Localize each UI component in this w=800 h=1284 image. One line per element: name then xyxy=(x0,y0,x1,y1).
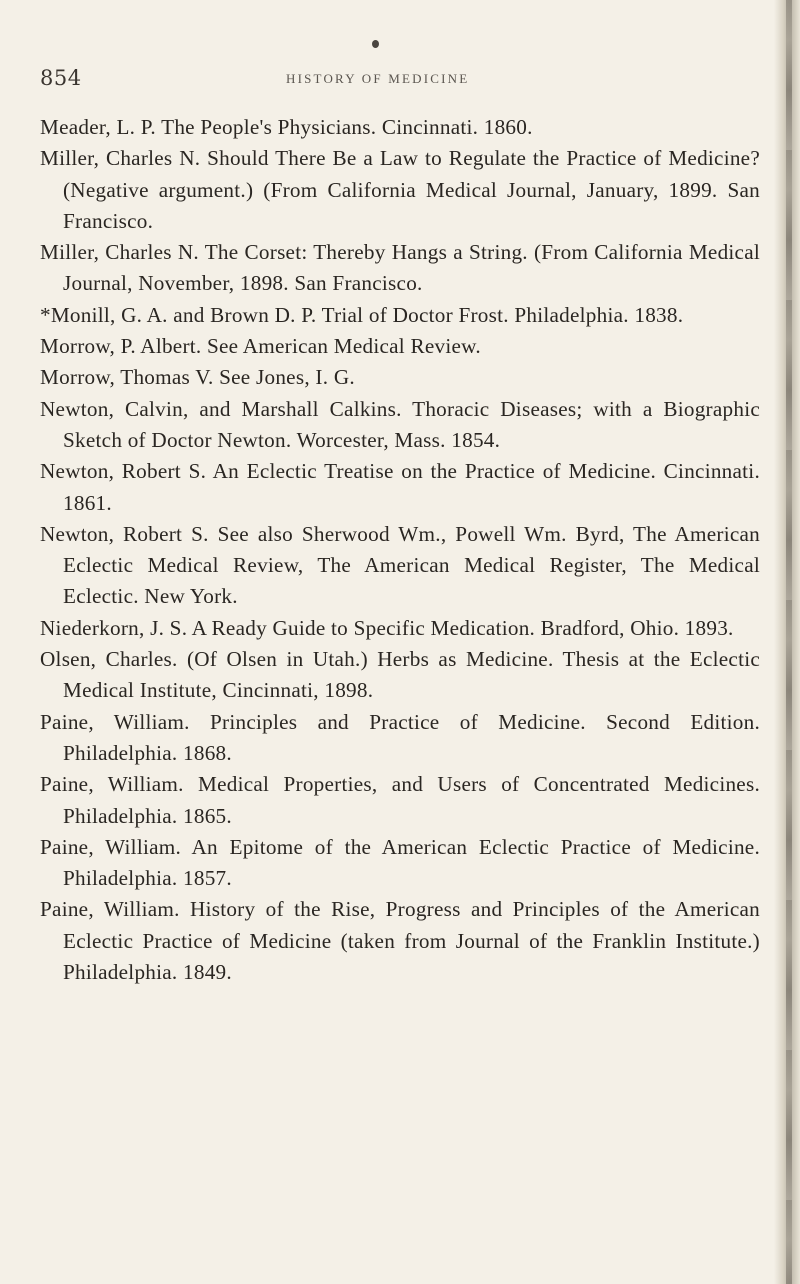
bibliography-entry: Newton, Calvin, and Marshall Calkins. Thoracic Diseases; with a Biographic Sketch of Doctor Newton. Worcester, Mass. 1854. xyxy=(40,396,760,452)
binding-shadow xyxy=(786,0,792,1284)
bibliography-list xyxy=(40,112,760,988)
bibliography-entry: Miller, Charles N. Should There Be a Law to Regulate the Practice of Medicine? (Negative argument.) (From California Medical Journal, January, 1899. San Francisco. xyxy=(40,146,760,233)
bibliography-entry: Paine, William. Principles and Practice of Medicine. Second Edition. Philadelphia. 1868. xyxy=(40,709,760,765)
bibliography-entry: Newton, Robert S. An Eclectic Treatise on the Practice of Medicine. Cincinnati. 1861. xyxy=(40,459,760,515)
bibliography-entry: Paine, William. An Epitome of the American Eclectic Practice of Medicine. Philadelphia. 1857. xyxy=(40,834,760,891)
bibliography-entry: Paine, William. Medical Properties, and Users of Concentrated Medicines. Philadelphia. 1865. xyxy=(40,772,760,828)
bibliography-entry: Morrow, P. Albert. See American Medical Review. xyxy=(40,334,481,359)
page-number: 854 xyxy=(40,66,82,90)
bibliography-entry: Olsen, Charles. (Of Olsen in Utah.) Herbs as Medicine. Thesis at the Eclectic Medical Institute, Cincinnati, 1898. xyxy=(40,647,760,703)
bibliography-entry: *Monill, G. A. and Brown D. P. Trial of Doctor Frost. Philadelphia. 1838. xyxy=(40,302,684,327)
bibliography-entry: Morrow, Thomas V. See Jones, I. G. xyxy=(40,365,355,390)
bibliography-entry: Meader, L. P. The People's Physicians. Cincinnati. 1860. xyxy=(40,115,533,139)
bibliography-entry: Newton, Robert S. See also Sherwood Wm., Powell Wm. Byrd, The American Eclectic Medical Review, The American Medical Register, The Medical Eclectic. New York. xyxy=(40,521,760,609)
bibliography-entry: Paine, William. History of the Rise, Progress and Principles of the American Eclectic Practice of Medicine (taken from Journal of the Franklin Institute.) Philadelphia. 1849. xyxy=(40,897,760,985)
bibliography-entry: Niederkorn, J. S. A Ready Guide to Specific Medication. Bradford, Ohio. 1893. xyxy=(40,615,734,640)
bibliography-entry: Miller, Charles N. The Corset: Thereby Hangs a String. (From California Medical Journal, November, 1898. San Francisco. xyxy=(40,240,760,296)
ink-dot xyxy=(372,40,379,48)
running-head: HISTORY OF MEDICINE xyxy=(286,71,470,86)
page-header xyxy=(40,66,760,96)
